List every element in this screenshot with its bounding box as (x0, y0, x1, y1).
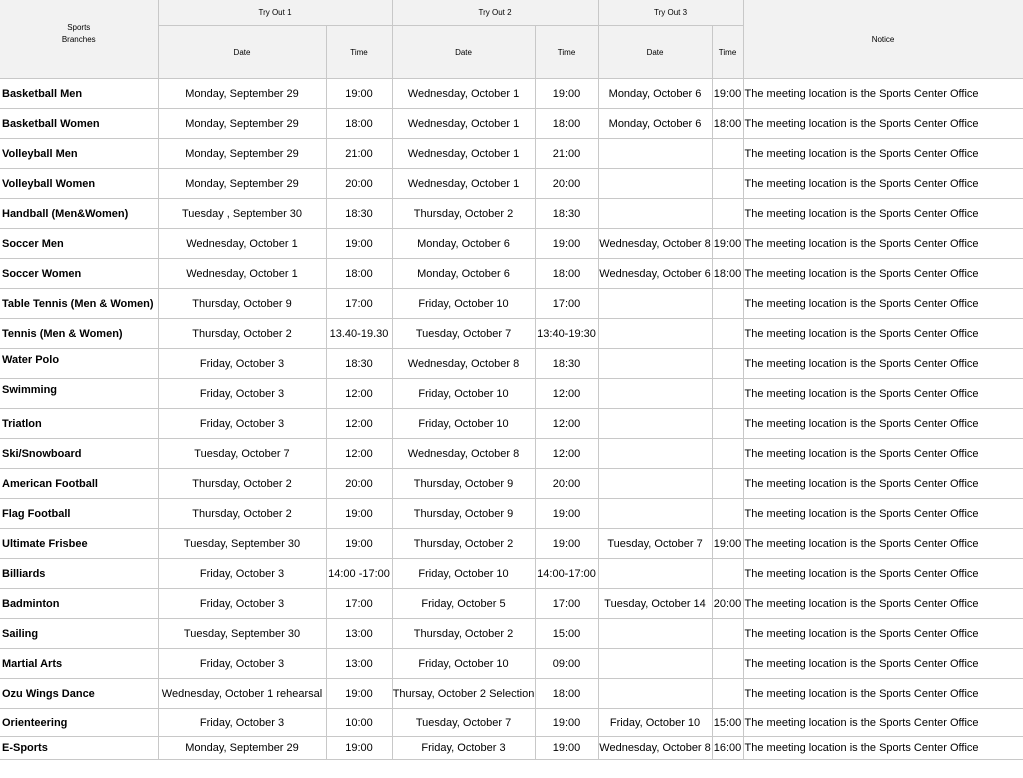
tryout2-date-cell: Thursday, October 2 (392, 619, 535, 649)
tryout3-time-cell (712, 289, 743, 319)
tryout1-date-cell: Thursday, October 2 (158, 499, 326, 529)
tryout1-time-cell: 13.40-19.30 (326, 319, 392, 349)
tryout2-date-cell: Friday, October 3 (392, 737, 535, 760)
tryout3-time-cell (712, 649, 743, 679)
tryout3-time-cell (712, 439, 743, 469)
table-row (0, 229, 1023, 259)
sport-name-cell: Volleyball Men (0, 139, 158, 169)
table-row (0, 619, 1023, 649)
tryout2-date-cell: Wednesday, October 8 (392, 439, 535, 469)
tryout1-date-cell: Friday, October 3 (158, 709, 326, 737)
sport-name-cell: Martial Arts (0, 649, 158, 679)
tryout3-date-cell (598, 349, 712, 379)
tryout3-date-cell: Monday, October 6 (598, 109, 712, 139)
tryout3-time-cell: 19:00 (712, 229, 743, 259)
tryout1-header: Try Out 1 (158, 0, 392, 26)
sports-header-line1: Sports (67, 23, 91, 32)
table-row (0, 589, 1023, 619)
table-row (0, 709, 1023, 737)
notice-cell: The meeting location is the Sports Center Office (743, 169, 1023, 199)
sport-name-cell: Ultimate Frisbee (0, 529, 158, 559)
tryout3-date-cell (598, 379, 712, 409)
tryout1-time-cell: 19:00 (326, 679, 392, 709)
tryout1-time-cell: 10:00 (326, 709, 392, 737)
sport-name-cell: Water Polo (0, 349, 158, 379)
tryout3-date-cell: Wednesday, October 8 (598, 229, 712, 259)
tryout3-date-cell: Wednesday, October 6 (598, 259, 712, 289)
tryout3-time-cell (712, 559, 743, 589)
table-row (0, 559, 1023, 589)
table-row (0, 259, 1023, 289)
tryout1-time-cell: 19:00 (326, 79, 392, 109)
tryout2-time-cell: 19:00 (535, 529, 598, 559)
table-row (0, 409, 1023, 439)
tryout2-date-cell: Monday, October 6 (392, 259, 535, 289)
tryout2-date-cell: Friday, October 10 (392, 409, 535, 439)
tryout2-time-cell: 17:00 (535, 289, 598, 319)
table-body (0, 79, 1023, 760)
tryout2-date-cell: Friday, October 10 (392, 649, 535, 679)
sport-name-cell: Sailing (0, 619, 158, 649)
tryout1-date-cell: Wednesday, October 1 (158, 259, 326, 289)
tryout2-date-header: Date (392, 26, 535, 79)
table-row (0, 109, 1023, 139)
notice-cell: The meeting location is the Sports Center Office (743, 469, 1023, 499)
tryout2-date-cell: Monday, October 6 (392, 229, 535, 259)
table-row (0, 649, 1023, 679)
tryout1-time-cell: 19:00 (326, 229, 392, 259)
sports-branches-header (0, 0, 158, 79)
sport-name-cell: E-Sports (0, 737, 158, 760)
tryout1-date-cell: Tuesday , September 30 (158, 199, 326, 229)
sport-name-cell: Ozu Wings Dance (0, 679, 158, 709)
tryout2-date-cell: Tuesday, October 7 (392, 319, 535, 349)
notice-cell: The meeting location is the Sports Center Office (743, 529, 1023, 559)
notice-cell: The meeting location is the Sports Center Office (743, 349, 1023, 379)
table-row (0, 199, 1023, 229)
tryout3-time-cell: 18:00 (712, 109, 743, 139)
tryout1-time-cell: 17:00 (326, 289, 392, 319)
sport-name-cell: Basketball Men (0, 79, 158, 109)
tryout1-time-cell: 18:00 (326, 109, 392, 139)
notice-cell: The meeting location is the Sports Center Office (743, 319, 1023, 349)
tryout3-header: Try Out 3 (598, 0, 743, 26)
tryout1-date-header: Date (158, 26, 326, 79)
table-row (0, 737, 1023, 760)
tryout1-date-cell: Monday, September 29 (158, 169, 326, 199)
sport-name-cell: Badminton (0, 589, 158, 619)
tryout2-time-cell: 18:00 (535, 109, 598, 139)
table-header (0, 0, 1023, 79)
tryout3-time-cell: 19:00 (712, 529, 743, 559)
notice-cell: The meeting location is the Sports Center Office (743, 109, 1023, 139)
tryout3-date-cell (598, 289, 712, 319)
tryout2-time-cell: 14:00-17:00 (535, 559, 598, 589)
notice-cell: The meeting location is the Sports Center Office (743, 499, 1023, 529)
tryout2-time-cell: 12:00 (535, 379, 598, 409)
tryout3-date-cell (598, 409, 712, 439)
tryout3-date-cell (598, 319, 712, 349)
table-row (0, 469, 1023, 499)
notice-cell: The meeting location is the Sports Center Office (743, 589, 1023, 619)
tryout2-time-cell: 20:00 (535, 169, 598, 199)
table-row (0, 499, 1023, 529)
tryout2-time-cell: 20:00 (535, 469, 598, 499)
tryout3-time-cell (712, 169, 743, 199)
tryout3-date-cell (598, 649, 712, 679)
tryout1-time-cell: 12:00 (326, 379, 392, 409)
tryout1-time-cell: 12:00 (326, 409, 392, 439)
tryout1-date-cell: Wednesday, October 1 (158, 229, 326, 259)
tryout1-date-cell: Thursday, October 9 (158, 289, 326, 319)
tryout1-time-cell: 12:00 (326, 439, 392, 469)
tryout2-date-cell: Thursday, October 2 (392, 199, 535, 229)
table-row (0, 439, 1023, 469)
tryout3-time-cell (712, 379, 743, 409)
tryout1-date-cell: Tuesday, September 30 (158, 529, 326, 559)
tryout3-time-header: Time (712, 26, 743, 79)
tryout2-date-cell: Thursday, October 9 (392, 469, 535, 499)
tryout2-time-cell: 17:00 (535, 589, 598, 619)
sport-name-cell: Ski/Snowboard (0, 439, 158, 469)
table-row (0, 679, 1023, 709)
table-row (0, 529, 1023, 559)
tryout3-time-cell: 20:00 (712, 589, 743, 619)
sport-name-cell: Flag Football (0, 499, 158, 529)
tryout1-time-cell: 21:00 (326, 139, 392, 169)
tryout2-date-cell: Thursay, October 2 Selection (392, 679, 535, 709)
tryout1-time-cell: 19:00 (326, 499, 392, 529)
tryout1-time-cell: 18:30 (326, 199, 392, 229)
tryout1-date-cell: Monday, September 29 (158, 737, 326, 760)
sport-name-cell: Billiards (0, 559, 158, 589)
tryout2-time-cell: 19:00 (535, 79, 598, 109)
tryout2-date-cell: Thursday, October 2 (392, 529, 535, 559)
tryout1-date-cell: Monday, September 29 (158, 139, 326, 169)
tryout3-date-cell (598, 499, 712, 529)
tryout1-date-cell: Thursday, October 2 (158, 469, 326, 499)
notice-cell: The meeting location is the Sports Center Office (743, 619, 1023, 649)
tryout2-date-cell: Wednesday, October 1 (392, 79, 535, 109)
sport-name-cell: Triatlon (0, 409, 158, 439)
tryout2-time-cell: 19:00 (535, 737, 598, 760)
tryout2-header: Try Out 2 (392, 0, 598, 26)
tryout3-date-cell: Tuesday, October 7 (598, 529, 712, 559)
notice-cell: The meeting location is the Sports Center Office (743, 439, 1023, 469)
table-row (0, 319, 1023, 349)
tryout2-time-cell: 12:00 (535, 409, 598, 439)
tryout3-date-header: Date (598, 26, 712, 79)
tryout3-time-cell: 16:00 (712, 737, 743, 760)
tryout3-time-cell (712, 679, 743, 709)
tryout1-time-cell: 17:00 (326, 589, 392, 619)
tryout2-time-cell: 18:00 (535, 679, 598, 709)
tryout1-date-cell: Friday, October 3 (158, 559, 326, 589)
tryout3-date-cell (598, 439, 712, 469)
tryout3-date-cell (598, 199, 712, 229)
tryout3-date-cell: Friday, October 10 (598, 709, 712, 737)
tryout2-time-cell: 18:30 (535, 199, 598, 229)
tryout1-date-cell: Friday, October 3 (158, 589, 326, 619)
tryout2-time-cell: 15:00 (535, 619, 598, 649)
tryout1-date-cell: Tuesday, September 30 (158, 619, 326, 649)
tryout2-time-cell: 13:40-19:30 (535, 319, 598, 349)
tryout3-date-cell: Tuesday, October 14 (598, 589, 712, 619)
sport-name-cell: Soccer Women (0, 259, 158, 289)
tryout1-date-cell: Friday, October 3 (158, 349, 326, 379)
tryout3-time-cell (712, 199, 743, 229)
tryout3-date-cell: Monday, October 6 (598, 79, 712, 109)
notice-header: Notice (743, 0, 1023, 79)
table-row (0, 349, 1023, 379)
notice-cell: The meeting location is the Sports Center Office (743, 409, 1023, 439)
sport-name-cell: American Football (0, 469, 158, 499)
notice-cell: The meeting location is the Sports Center Office (743, 709, 1023, 737)
notice-cell: The meeting location is the Sports Center Office (743, 79, 1023, 109)
tryout1-time-cell: 19:00 (326, 737, 392, 760)
tryout1-date-cell: Friday, October 3 (158, 379, 326, 409)
tryout2-date-cell: Tuesday, October 7 (392, 709, 535, 737)
tryout2-date-cell: Wednesday, October 1 (392, 139, 535, 169)
tryout2-date-cell: Thursday, October 9 (392, 499, 535, 529)
tryout3-date-cell (598, 619, 712, 649)
tryout3-time-cell (712, 619, 743, 649)
tryout1-time-cell: 13:00 (326, 619, 392, 649)
notice-cell: The meeting location is the Sports Center Office (743, 737, 1023, 760)
tryout3-date-cell (598, 169, 712, 199)
tryout2-date-cell: Friday, October 5 (392, 589, 535, 619)
table-row (0, 379, 1023, 409)
tryout1-date-cell: Friday, October 3 (158, 649, 326, 679)
notice-cell: The meeting location is the Sports Center Office (743, 379, 1023, 409)
tryout3-date-cell (598, 679, 712, 709)
table-row (0, 139, 1023, 169)
tryout2-date-cell: Friday, October 10 (392, 289, 535, 319)
sport-name-cell: Basketball Women (0, 109, 158, 139)
notice-cell: The meeting location is the Sports Center Office (743, 199, 1023, 229)
table-row (0, 79, 1023, 109)
tryout3-time-cell: 18:00 (712, 259, 743, 289)
tryout2-time-header: Time (535, 26, 598, 79)
tryout1-time-cell: 18:30 (326, 349, 392, 379)
notice-cell: The meeting location is the Sports Center Office (743, 679, 1023, 709)
table-row (0, 289, 1023, 319)
tryout3-time-cell (712, 409, 743, 439)
tryout2-time-cell: 21:00 (535, 139, 598, 169)
notice-cell: The meeting location is the Sports Center Office (743, 259, 1023, 289)
sport-name-cell: Soccer Men (0, 229, 158, 259)
tryout3-time-cell (712, 469, 743, 499)
tryout2-time-cell: 12:00 (535, 439, 598, 469)
tryout3-time-cell (712, 349, 743, 379)
tryout1-date-cell: Monday, September 29 (158, 79, 326, 109)
tryout1-date-cell: Thursday, October 2 (158, 319, 326, 349)
tryout1-time-cell: 20:00 (326, 169, 392, 199)
tryout3-time-cell: 19:00 (712, 79, 743, 109)
notice-cell: The meeting location is the Sports Center Office (743, 229, 1023, 259)
tryout3-time-cell (712, 139, 743, 169)
notice-cell: The meeting location is the Sports Center Office (743, 649, 1023, 679)
sport-name-cell: Tennis (Men & Women) (0, 319, 158, 349)
notice-cell: The meeting location is the Sports Center Office (743, 559, 1023, 589)
table-row (0, 169, 1023, 199)
tryout2-date-cell: Friday, October 10 (392, 559, 535, 589)
tryout1-time-cell: 14:00 -17:00 (326, 559, 392, 589)
tryout1-time-cell: 19:00 (326, 529, 392, 559)
sport-name-cell: Orienteering (0, 709, 158, 737)
tryout3-date-cell: Wednesday, October 8 (598, 737, 712, 760)
sport-name-cell: Handball (Men&Women) (0, 199, 158, 229)
notice-cell: The meeting location is the Sports Center Office (743, 139, 1023, 169)
tryout2-time-cell: 18:30 (535, 349, 598, 379)
tryout2-date-cell: Wednesday, October 1 (392, 109, 535, 139)
tryout1-date-cell: Tuesday, October 7 (158, 439, 326, 469)
tryout2-date-cell: Wednesday, October 1 (392, 169, 535, 199)
tryout2-time-cell: 19:00 (535, 709, 598, 737)
sports-header-line2: Branches (61, 35, 96, 44)
tryout2-time-cell: 09:00 (535, 649, 598, 679)
tryout3-time-cell (712, 319, 743, 349)
notice-cell: The meeting location is the Sports Center Office (743, 289, 1023, 319)
sport-name-cell: Volleyball Women (0, 169, 158, 199)
sport-name-cell: Swimming (0, 379, 158, 409)
tryout3-date-cell (598, 469, 712, 499)
tryout3-time-cell (712, 499, 743, 529)
tryout2-time-cell: 18:00 (535, 259, 598, 289)
tryout1-date-cell: Monday, September 29 (158, 109, 326, 139)
tryout3-date-cell (598, 559, 712, 589)
sport-name-cell: Table Tennis (Men & Women) (0, 289, 158, 319)
tryout1-time-header: Time (326, 26, 392, 79)
tryout1-time-cell: 18:00 (326, 259, 392, 289)
tryout2-time-cell: 19:00 (535, 499, 598, 529)
tryout2-time-cell: 19:00 (535, 229, 598, 259)
tryout1-date-cell: Friday, October 3 (158, 409, 326, 439)
tryout3-time-cell: 15:00 (712, 709, 743, 737)
tryout3-date-cell (598, 139, 712, 169)
tryout1-time-cell: 20:00 (326, 469, 392, 499)
tryout1-time-cell: 13:00 (326, 649, 392, 679)
tryout2-date-cell: Friday, October 10 (392, 379, 535, 409)
tryout1-date-cell: Wednesday, October 1 rehearsal (158, 679, 326, 709)
tryout2-date-cell: Wednesday, October 8 (392, 349, 535, 379)
